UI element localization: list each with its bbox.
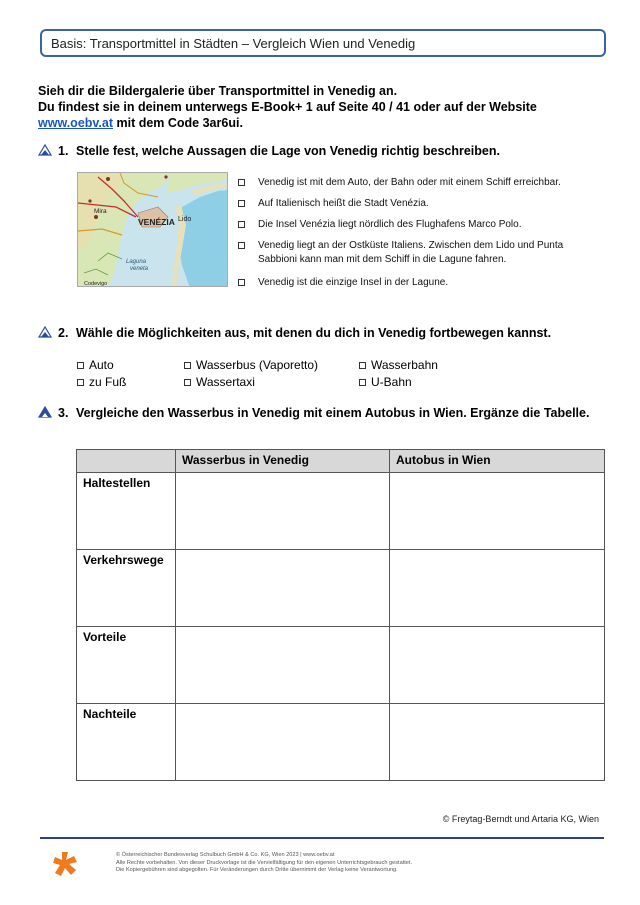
answer-cell[interactable]: [390, 473, 605, 550]
map-label-lido: Lido: [178, 216, 192, 223]
answer-cell[interactable]: [176, 550, 390, 627]
answer-cell[interactable]: [176, 627, 390, 704]
answer-cell[interactable]: [176, 473, 390, 550]
intro-text: [38, 83, 598, 131]
task-2-text: Wähle die Möglichkeiten aus, mit denen du dich in Venedig fortbewegen kannst.: [76, 326, 552, 340]
difficulty-icon: [38, 144, 52, 156]
task-3-text: Vergleiche den Wasserbus in Venedig mit einem Autobus in Wien. Ergänze die Tabelle.: [76, 406, 590, 420]
intro-line-2: Du findest sie in deinem unterwegs E-Book+ 1 auf Seite 40 / 41 oder auf der Website: [38, 100, 537, 114]
venice-map: [77, 172, 228, 287]
difficulty-icon: [38, 326, 52, 338]
task-3-number: 3.: [58, 406, 69, 420]
statement-2-checkbox[interactable]: [238, 200, 245, 207]
answer-cell[interactable]: [176, 704, 390, 781]
table-row: [77, 473, 605, 550]
footer-legal-text: © Österreichischer Bundesverlag Schulbuch GmbH & Co. KG, Wien 2023 | www.oebv.at Alle Rechte vorbehalten. Von dieser Druckvorlage ist die Vervielfältigung für den eigenen Unterrichtsgebrauch gestattet. Die Kopiergebühren sind abgegolten. Für Veränderungen durch Dritte übernimmt der Verlag keine Verantwortung.: [116, 852, 413, 874]
task-1-text: Stelle fest, welche Aussagen die Lage von Venedig richtig beschreiben.: [76, 144, 500, 158]
worksheet-header: [40, 29, 606, 57]
intro-line-3: www.oebv.at mit dem Code 3ar6ui.: [38, 116, 243, 130]
row-label: Haltestellen: [77, 473, 176, 550]
table-row: [77, 627, 605, 704]
map-copyright: © Freytag-Berndt und Artaria KG, Wien: [442, 814, 599, 824]
footer-divider: [40, 837, 604, 839]
option-wassertaxi-checkbox[interactable]: [184, 379, 191, 386]
row-label: Nachteile: [77, 704, 176, 781]
option-auto-checkbox[interactable]: [77, 362, 84, 369]
table-header-cell: [77, 450, 176, 473]
option-wasserbus-checkbox[interactable]: [184, 362, 191, 369]
oebv-link[interactable]: www.oebv.at: [38, 116, 114, 130]
map-label-codevigo: Codevigo: [84, 281, 108, 287]
answer-cell[interactable]: [390, 550, 605, 627]
comparison-table: [76, 449, 605, 781]
table-header-row: [77, 450, 605, 473]
table-row: [77, 550, 605, 627]
table-row: [77, 704, 605, 781]
intro-line-1: Sieh dir die Bildergalerie über Transportmittel in Venedig an.: [38, 84, 398, 98]
map-label-mira: Mira: [94, 208, 107, 215]
statement-1-checkbox[interactable]: [238, 179, 245, 186]
difficulty-icon: [38, 406, 52, 418]
task-2-number: 2.: [58, 326, 69, 340]
option-u-bahn-checkbox[interactable]: [359, 379, 366, 386]
row-label: Vorteile: [77, 627, 176, 704]
task-3-heading: [38, 405, 618, 437]
answer-cell[interactable]: [390, 704, 605, 781]
answer-cell[interactable]: [390, 627, 605, 704]
table-header-cell: Wasserbus in Venedig: [176, 450, 390, 473]
task-1-heading: [38, 143, 618, 159]
option-wasserbahn-checkbox[interactable]: [359, 362, 366, 369]
statement-4-checkbox[interactable]: [238, 242, 245, 249]
map-label-veneta: veneta: [130, 266, 149, 272]
task-1-number: 1.: [58, 144, 69, 158]
option-zu-fuss-checkbox[interactable]: [77, 379, 84, 386]
worksheet-title: Basis: Transportmittel in Städten – Vergleich Wien und Venedig: [51, 36, 416, 51]
map-label-laguna: Laguna: [126, 259, 147, 265]
map-label-city: VENÉZIA: [138, 217, 175, 227]
publisher-logo-icon: [52, 851, 78, 877]
statement-5-checkbox[interactable]: [238, 279, 245, 286]
task-2-heading: [38, 325, 618, 341]
statement-3-checkbox[interactable]: [238, 221, 245, 228]
table-header-cell: Autobus in Wien: [390, 450, 605, 473]
row-label: Verkehrswege: [77, 550, 176, 627]
